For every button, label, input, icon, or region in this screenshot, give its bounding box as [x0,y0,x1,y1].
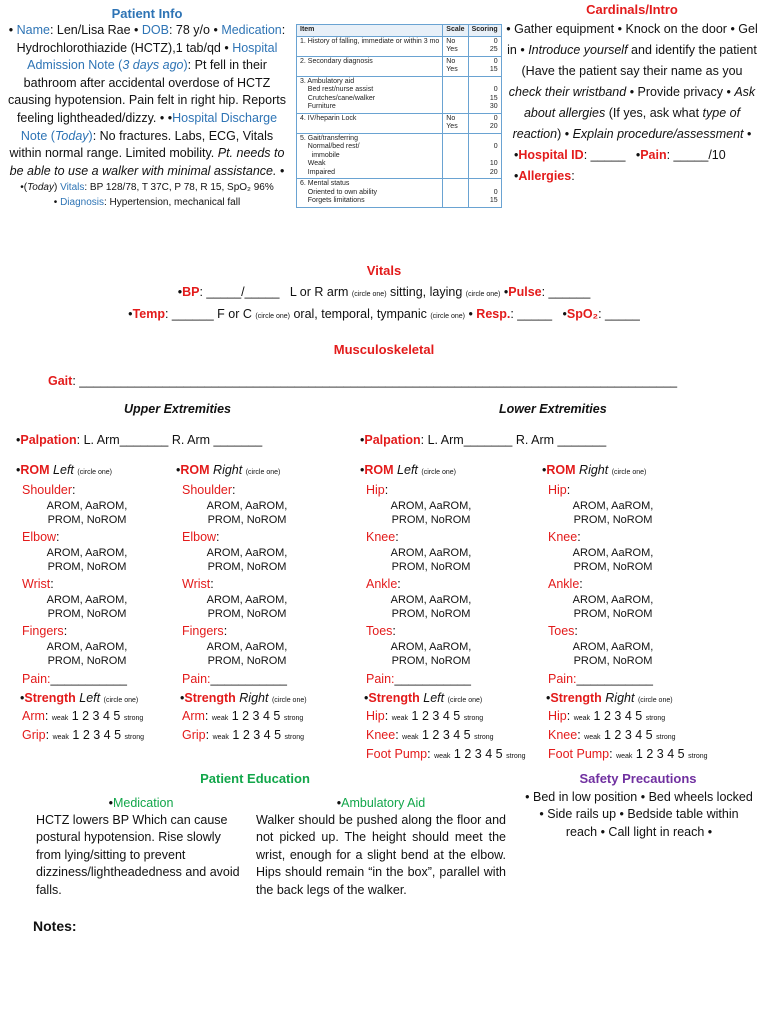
strong-label: strong [283,715,304,722]
joint-name: Wrist [22,577,51,591]
rom-options [182,500,312,527]
rom-options-line1: AROM, AaROM, [206,547,288,559]
rom-options [548,641,678,668]
pain-blank: ___________ [210,672,287,686]
fall-table-row [297,179,502,208]
joint-label: Knee: [366,530,399,544]
rom-header: •ROM Right (circle one) [542,463,647,477]
joint-name: Wrist [182,577,211,591]
rom-options [22,594,152,621]
rom-options-line2: PROM, NoROM [47,513,127,526]
strength-scale: 1 2 3 4 5 [635,747,685,761]
rom-options-line2: PROM, NoROM [207,654,287,667]
strength-row-label: Hip [548,709,567,723]
vitals-line-1: •BP: _____/_____ L or R arm (circle one) sitting, laying (circle one) •Pulse: ______ [177,285,591,299]
strength-scale: 1 2 3 4 5 [411,709,461,723]
joint-name: Shoulder [182,483,233,497]
weak-label: weak [584,734,601,741]
strength-row: Foot Pump: weak 1 2 3 4 5 strong [366,747,526,761]
joint-name: Ankle [548,577,580,591]
strength-scale: 1 2 3 4 5 [232,728,282,742]
strength-row-label: Arm [22,709,45,723]
rom-options [366,594,496,621]
pain-line [182,672,312,687]
strength-row-label: Grip [182,728,206,742]
strength-scale: 1 2 3 4 5 [72,728,122,742]
rom-options-line2: PROM, NoROM [391,607,471,620]
fall-table-cell-item: 3. Ambulatory aid Bed rest/nurse assist Crutches/cane/walker Furniture [297,76,443,113]
gait-blank: : ______________________________________________________________________________________ [72,374,678,388]
pain-label: Pain [640,148,667,162]
rom-label: ROM [364,463,394,477]
joint-label: Ankle: [366,577,401,591]
fall-table-row [297,36,502,56]
strength-header: •Strength Right (circle one) [180,691,307,705]
rom-options [182,641,312,668]
weak-label: weak [573,715,591,722]
joint-name: Elbow [182,530,217,544]
rom-options-line2: PROM, NoROM [573,513,653,526]
strength-row-label: Foot Pump [548,747,610,761]
weak-label: weak [402,734,419,741]
rom-side: Right [213,463,243,477]
allergies-line: •Allergies: [514,169,575,183]
rom-options [366,500,496,527]
strength-label: Strength [184,691,236,705]
pain-label: Pain: [548,672,577,686]
discharge-italic: Pt. needs to be able to use a walker with minimal assistance. [9,146,285,178]
strong-label: strong [463,715,484,722]
joint-label: Knee: [548,530,581,544]
edu-aid-text: Walker should be pushed along the floor and not picked up. The height should meet the wrist, enough for a slight bend at the elbow. Hips should remain “in the box”, parallel with the back legs of the walker. [256,813,506,897]
rom-options [22,641,152,668]
weak-label: weak [212,734,229,741]
pain-blank: : _____/10 [666,148,726,162]
strength-side: Left [79,691,101,705]
circle-one: (circle one) [77,469,113,476]
fall-table-cell-scale: No Yes [443,36,468,56]
joint-label: Toes: [548,624,578,638]
patient-name: : Len/Lisa Rae [49,23,131,37]
strength-row: Grip: weak 1 2 3 4 5 strong [22,728,145,742]
joint-name: Toes [366,624,393,638]
fall-table-body [297,36,502,207]
strong-label: strong [474,734,494,741]
rom-options-line2: PROM, NoROM [207,513,287,526]
weak-label: weak [52,734,69,741]
rom-options-line1: AROM, AaROM, [46,500,128,512]
weak-label: weak [391,715,409,722]
rom-options [22,547,152,574]
joint-label: Shoulder: [22,483,76,497]
joint-label: Hip: [548,483,571,497]
strength-side: Left [423,691,445,705]
joint-name: Knee [366,530,396,544]
diagnosis-text: : Hypertension, mechanical fall [104,197,241,209]
rom-header: •ROM Left (circle one) [16,463,113,477]
fall-table-cell-scale [443,133,468,179]
rom-options-line1: AROM, AaROM, [206,594,288,606]
weak-label: weak [616,753,633,760]
fall-table-row [297,133,502,179]
joint-name: Hip [366,483,385,497]
rom-options-line1: AROM, AaROM, [390,594,472,606]
rom-upper-left [16,463,152,746]
pain-line [548,672,708,687]
rom-options-line1: AROM, AaROM, [206,500,288,512]
vitals-summary: •(Today) Vitals: BP 128/78, T 37C, P 78, R 15, SpO₂ 96% • Diagnosis: Hypertension, mechanical fall [20,182,274,209]
patient-info-heading: Patient Info [111,6,183,21]
upper-palpation-line: •Palpation: L. Arm_______ R. Arm _______ [16,433,263,447]
rom-options-line2: PROM, NoROM [47,560,127,573]
strength-row: Hip: weak 1 2 3 4 5 strong [548,709,666,723]
fall-table-row [297,56,502,76]
notes-label: Notes: [33,918,77,934]
rom-lower-left [360,463,526,765]
fall-table-cell-item: 5. Gait/transferring Normal/bed rest/ immobile Weak Impaired [297,133,443,179]
strength-row-label: Knee [366,728,396,742]
strong-label: strong [656,734,676,741]
morse-fall-scale-table [296,24,502,208]
rom-side: Right [579,463,609,477]
joint-label: Ankle: [548,577,583,591]
rom-options-line2: PROM, NoROM [573,560,653,573]
joint-label: Wrist: [182,577,214,591]
rom-options-line1: AROM, AaROM, [572,500,654,512]
strength-row-label: Grip [22,728,46,742]
fall-table-cell-item: 6. Mental status Oriented to own ability Forgets limitations [297,179,443,208]
rom-options-line2: PROM, NoROM [47,654,127,667]
rom-options-line1: AROM, AaROM, [572,594,654,606]
circle-one: (circle one) [421,469,457,476]
joint-name: Fingers [22,624,64,638]
strong-label: strong [124,734,145,741]
edu-aid-label: •Ambulatory Aid [336,796,426,810]
lower-palpation-line: •Palpation: L. Arm_______ R. Arm _______ [360,433,607,447]
strength-scale: 1 2 3 4 5 [593,709,643,723]
rom-options-line1: AROM, AaROM, [572,547,654,559]
weak-label: weak [51,715,69,722]
pain-line [366,672,526,687]
vitals-line-2: •Temp: ______ F or C (circle one) oral, temporal, tympanic (circle one) • Resp.: _____ •SpO₂: _____ [128,307,640,321]
circle-one: (circle one) [245,469,281,476]
joint-name: Elbow [22,530,57,544]
fall-table-cell-score: 0 25 [468,36,501,56]
strength-scale: 1 2 3 4 5 [453,747,503,761]
admission-text: : Pt fell in their bathroom after accidental overdose of HCTZ causing hypotension. Pain felt in right hip. Reports feeling lightheaded/dizzy. [8,58,286,125]
strength-row-label: Hip [366,709,385,723]
rom-options [22,500,152,527]
rom-options-line2: PROM, NoROM [47,607,127,620]
lower-extremities-heading: Lower Extremities [499,402,607,416]
joint-label: Wrist: [22,577,54,591]
strength-header: •Strength Right (circle one) [546,691,673,705]
fall-table-header-item: Item [297,25,443,37]
cardinals-text: • Gather equipment • Knock on the door • Gel in • Introduce yourself and identify the patient (Have the patient say their name as you check their wristband • Provide privacy • Ask about allergies (If yes, ask what type of reaction) • Explain procedure/assessment • [506,22,758,141]
strength-side: Right [605,691,635,705]
rom-options-line2: PROM, NoROM [391,513,471,526]
rom-options-line1: AROM, AaROM, [46,641,128,653]
joint-label: Fingers: [182,624,228,638]
rom-options-line1: AROM, AaROM, [390,547,472,559]
rom-lower-right [542,463,708,765]
fall-table-row [297,76,502,113]
strength-row: Knee: weak 1 2 3 4 5 strong [548,728,676,742]
rom-options-line2: PROM, NoROM [391,560,471,573]
gait-label: Gait [48,374,73,388]
name-label: Name [16,23,50,37]
joint-label: Elbow: [182,530,220,544]
fall-table-header-scale: Scale [443,25,468,37]
pain-label: Pain: [22,672,51,686]
pain-blank: ___________ [394,672,471,686]
rom-options [366,547,496,574]
weak-label: weak [434,753,451,760]
discharge-text: : No fractures. Labs, ECG, Vitals within normal range. Limited mobility. [9,128,274,161]
strength-scale: 1 2 3 4 5 [421,728,471,742]
rom-options-line1: AROM, AaROM, [572,641,654,653]
strong-label: strong [506,753,526,760]
joint-name: Ankle [366,577,398,591]
rom-upper-right [176,463,312,746]
fall-table-cell-item: 2. Secondary diagnosis [297,56,443,76]
rom-options [548,547,678,574]
rom-header: •ROM Left (circle one) [360,463,457,477]
circle-one: (circle one) [447,697,483,704]
joint-label: Elbow: [22,530,60,544]
rom-options-line1: AROM, AaROM, [46,594,128,606]
dob-label: DOB [141,23,169,37]
joint-name: Shoulder [22,483,73,497]
pain-label: Pain: [366,672,395,686]
joint-label: Toes: [366,624,396,638]
edu-medication-text: HCTZ lowers BP Which can cause postural hypotension. Rise slowly from lying/sitting to prevent dizziness/lightheadedness and avoid falls. [36,813,240,897]
hospital-id-pain-line: •Hospital ID: _____ •Pain: _____/10 [514,148,726,162]
weak-label: weak [211,715,229,722]
rom-options-line2: PROM, NoROM [391,654,471,667]
hospital-id-blank: : _____ [583,148,626,162]
musculoskeletal-heading: Musculoskeletal [333,342,435,357]
patient-education-heading: Patient Education [200,771,310,786]
rom-label: ROM [20,463,50,477]
strength-label: Strength [368,691,420,705]
diagnosis-label: Diagnosis [60,197,104,209]
strength-header: •Strength Left (circle one) [20,691,139,705]
joint-label: Fingers: [22,624,68,638]
allergies-label: Allergies [518,169,572,183]
fall-table-cell-score: 0 20 [468,113,501,133]
joint-name: Fingers [182,624,224,638]
rom-options [182,547,312,574]
strength-row-label: Knee [548,728,578,742]
fall-table-cell-score: 0 15 [468,179,501,208]
hospital-id-label: Hospital ID [518,148,584,162]
rom-label: ROM [546,463,576,477]
strong-label: strong [688,753,708,760]
fall-table-cell-score: 0 10 20 [468,133,501,179]
patient-info-section [8,6,286,210]
vitals-heading: Vitals [366,263,402,278]
pain-blank: ___________ [576,672,653,686]
fall-table-cell-scale: No Yes [443,56,468,76]
cardinals-section [504,2,760,187]
rom-options-line1: AROM, AaROM, [46,547,128,559]
patient-dob: : 78 y/o [168,23,210,37]
strength-header: •Strength Left (circle one) [364,691,483,705]
rom-options [366,641,496,668]
gait-line [48,373,738,391]
joint-name: Hip [548,483,567,497]
medication-label: Medication [221,23,282,37]
strength-scale: 1 2 3 4 5 [231,709,281,723]
pain-line [22,672,152,687]
fall-table-cell-scale [443,179,468,208]
rom-options-line2: PROM, NoROM [573,654,653,667]
rom-header: •ROM Right (circle one) [176,463,281,477]
joint-label: Shoulder: [182,483,236,497]
circle-one: (circle one) [103,697,139,704]
fall-table-header [297,25,502,37]
upper-extremities-heading: Upper Extremities [124,402,231,416]
safety-text: • Bed in low position • Bed wheels locked • Side rails up • Bedside table within reach • Call light in reach • [525,790,753,839]
fall-table-cell-scale: No Yes [443,113,468,133]
rom-options-line2: PROM, NoROM [207,607,287,620]
circle-one: (circle one) [611,469,647,476]
strength-scale: 1 2 3 4 5 [603,728,653,742]
strength-row-label: Foot Pump [366,747,428,761]
joint-label: Hip: [366,483,389,497]
strong-label: strong [123,715,144,722]
strength-label: Strength [550,691,602,705]
rom-options-line1: AROM, AaROM, [206,641,288,653]
circle-one: (circle one) [637,697,673,704]
rom-side: Left [397,463,418,477]
rom-options-line2: PROM, NoROM [207,560,287,573]
fall-table-row [297,113,502,133]
edu-medication-label: •Medication [108,796,174,810]
patient-info-text: • Name: Len/Lisa Rae • DOB: 78 y/o • Medication: Hydrochlorothiazide (HCTZ),1 tab/qd • Hospital Admission Note (3 days ago): Pt fell in their bathroom after accidental overdose of HCTZ causing hypotension. Pain felt in right hip. Reports feeling lightheaded/dizzy. • •Hospital Discharge Note (Today): No fractures. Labs, ECG, Vitals within normal range. Limited mobility. Pt. needs to be able to use a walker with minimal assistance. • [8,23,286,178]
strength-row: Arm: weak 1 2 3 4 5 strong [22,709,144,723]
fall-table-header-scoring: Scoring [468,25,501,37]
circle-one: (circle one) [271,697,307,704]
rom-options [548,594,678,621]
fall-table-cell-scale [443,76,468,113]
discharge-label: Hospital Discharge Note (Today) [20,110,278,143]
rom-label: ROM [180,463,210,477]
joint-name: Knee [548,530,578,544]
pain-label: Pain: [182,672,211,686]
cardinals-heading: Cardinals/Intro [586,2,678,17]
fall-table-cell-item: 1. History of falling, immediate or within 3 mo [297,36,443,56]
safety-heading: Safety Precautions [579,771,697,786]
strength-side: Right [239,691,269,705]
fall-table-cell-score: 0 15 [468,56,501,76]
rom-options [548,500,678,527]
strength-row: Hip: weak 1 2 3 4 5 strong [366,709,484,723]
strength-row: Knee: weak 1 2 3 4 5 strong [366,728,494,742]
strong-label: strong [645,715,666,722]
rom-options-line2: PROM, NoROM [573,607,653,620]
rom-side: Left [53,463,74,477]
strength-row: Foot Pump: weak 1 2 3 4 5 strong [548,747,708,761]
patient-medication: : Hydrochlorothiazide (HCTZ),1 tab/qd [16,23,286,55]
rom-options-line1: AROM, AaROM, [390,500,472,512]
pain-blank: ___________ [50,672,127,686]
strong-label: strong [284,734,305,741]
fall-table-cell-item: 4. IV/heparin Lock [297,113,443,133]
strength-row: Arm: weak 1 2 3 4 5 strong [182,709,304,723]
strength-row: Grip: weak 1 2 3 4 5 strong [182,728,305,742]
joint-name: Toes [548,624,575,638]
strength-label: Strength [24,691,76,705]
fall-table-cell-score: 0 15 30 [468,76,501,113]
strength-scale: 1 2 3 4 5 [71,709,121,723]
strength-row-label: Arm [182,709,205,723]
admission-label: Hospital Admission Note (3 days ago) [27,40,278,73]
rom-options-line1: AROM, AaROM, [390,641,472,653]
rom-options [182,594,312,621]
